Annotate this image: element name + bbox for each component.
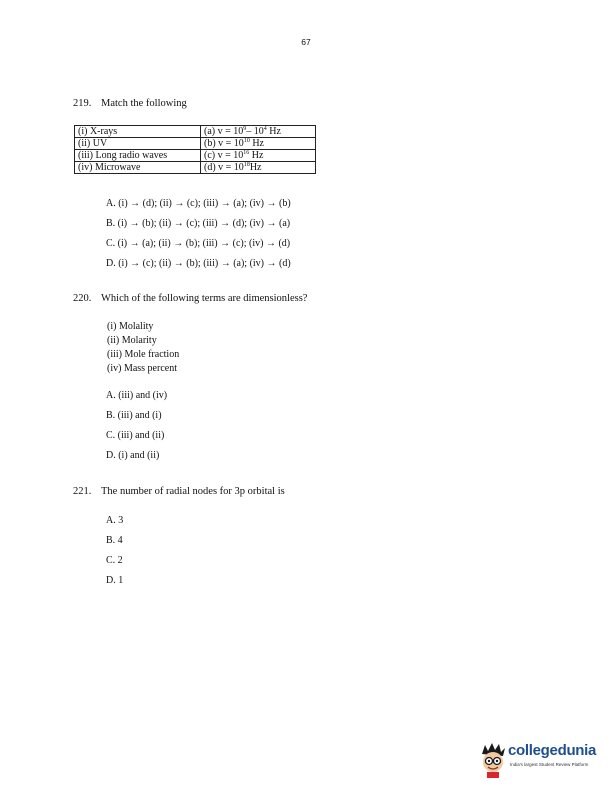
question-text: Which of the following terms are dimensionless? [101,293,308,304]
option-a[interactable]: A. (i) → (d); (ii) → (c); (iii) → (a); (iv) → (b) [106,198,291,209]
table-cell-right: (c) $v = 10^{16}$ Hz [201,150,316,162]
option-c[interactable]: C. 2 [106,555,123,566]
option-c[interactable]: C. (iii) and (ii) [106,430,165,441]
terms-list [107,320,179,376]
question-text: The number of radial nodes for 3p orbital is [101,486,285,497]
option-c[interactable]: C. (i) → (a); (ii) → (b); (iii) → (c); (iv) → (d) [106,238,291,249]
table-cell-right: (a) $v = 10^9-$ $10^4$ Hz [201,126,316,138]
options-221 [106,511,123,591]
option-d[interactable]: D. (i) and (ii) [106,450,160,461]
term-item: (iii) Mole fraction [107,349,180,360]
table-cell-left: (ii) UV [75,138,201,150]
options-219 [106,194,291,274]
collegedunia-logo [478,740,608,782]
table-cell-left: (iii) Long radio waves [75,150,201,162]
option-a[interactable]: A. (iii) and (iv) [106,390,168,401]
term-item: (ii) Molarity [107,335,157,346]
match-table [74,125,316,174]
question-number: 219. [73,98,92,109]
logo-tagline: India's largest Student Review Platform [510,762,589,767]
question-219 [73,98,187,109]
table-cell-left: (i) X-rays [75,126,201,138]
page-number: 67 [301,37,311,47]
table-cell-left: (iv) Microwave [75,162,201,174]
question-number: 221. [73,486,92,497]
term-item: (iv) Mass percent [107,363,177,374]
option-b[interactable]: B. 4 [106,535,123,546]
question-number: 220. [73,293,92,304]
question-221 [73,486,285,497]
mascot-icon [478,742,508,778]
term-item: (i) Molality [107,321,154,332]
option-d[interactable]: D. (i) → (c); (ii) → (b); (iii) → (a); (iv) → (d) [106,258,291,269]
option-d[interactable]: D. 1 [106,575,124,586]
option-b[interactable]: B. (i) → (b); (ii) → (c); (iii) → (d); (iv) → (a) [106,218,291,229]
question-text: Match the following [101,98,187,109]
options-220 [106,386,167,466]
table-row [75,162,316,174]
table-row [75,138,316,150]
table-cell-right: (b) $v = 10^{10}$ Hz [201,138,316,150]
option-b[interactable]: B. (iii) and (i) [106,410,162,421]
option-a[interactable]: A. 3 [106,515,124,526]
table-row [75,126,316,138]
table-row [75,150,316,162]
question-220 [73,293,307,304]
table-cell-right: (d) $v = 10^{18}Hz$ [201,162,316,174]
logo-wordmark: collegedunia [508,742,597,759]
